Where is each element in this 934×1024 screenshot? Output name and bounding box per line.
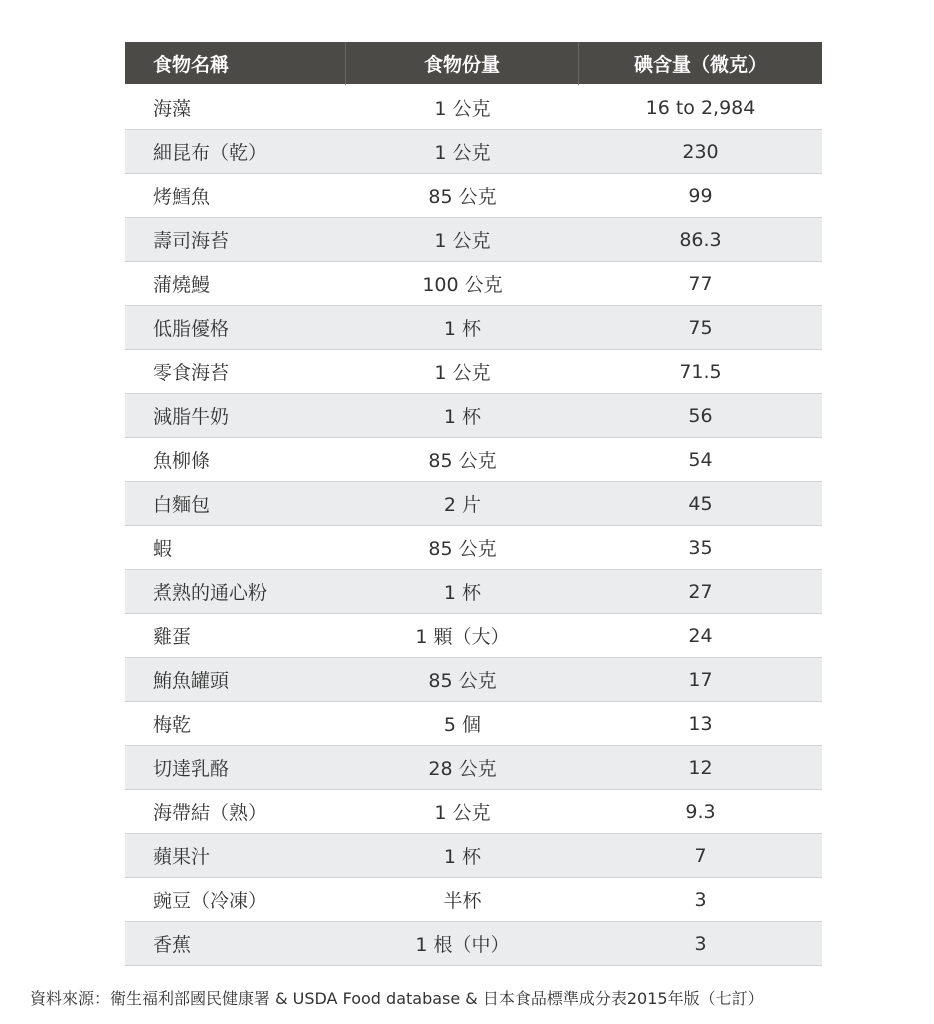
portion-cell: 1 顆（大）	[346, 614, 579, 658]
food-name-cell: 白麵包	[125, 482, 346, 526]
table-row	[125, 834, 822, 878]
food-name-cell: 豌豆（冷凍）	[125, 878, 346, 922]
portion-cell: 1 公克	[346, 130, 579, 174]
food-name-cell: 烤鱈魚	[125, 174, 346, 218]
table-row	[125, 306, 822, 350]
iodine-value-cell: 99	[579, 174, 822, 218]
table-row	[125, 86, 822, 130]
table-row	[125, 350, 822, 394]
table-row	[125, 218, 822, 262]
portion-cell: 5 個	[346, 702, 579, 746]
iodine-value-cell: 24	[579, 614, 822, 658]
iodine-value-cell: 12	[579, 746, 822, 790]
food-name-cell: 蘋果汁	[125, 834, 346, 878]
food-name-cell: 減脂牛奶	[125, 394, 346, 438]
table-row	[125, 438, 822, 482]
table-row	[125, 878, 822, 922]
portion-cell: 1 杯	[346, 306, 579, 350]
iodine-value-cell: 77	[579, 262, 822, 306]
iodine-value-cell: 86.3	[579, 218, 822, 262]
table-row	[125, 702, 822, 746]
table-row	[125, 130, 822, 174]
iodine-value-cell: 71.5	[579, 350, 822, 394]
portion-cell: 1 公克	[346, 218, 579, 262]
table-row	[125, 658, 822, 702]
food-name-cell: 蒲燒鰻	[125, 262, 346, 306]
iodine-value-cell: 13	[579, 702, 822, 746]
food-name-cell: 雞蛋	[125, 614, 346, 658]
portion-cell: 85 公克	[346, 438, 579, 482]
iodine-value-cell: 9.3	[579, 790, 822, 834]
portion-cell: 2 片	[346, 482, 579, 526]
portion-cell: 1 杯	[346, 834, 579, 878]
iodine-value-cell: 56	[579, 394, 822, 438]
iodine-value-cell: 17	[579, 658, 822, 702]
portion-cell: 85 公克	[346, 658, 579, 702]
portion-cell: 100 公克	[346, 262, 579, 306]
iodine-value-cell: 230	[579, 130, 822, 174]
table-row	[125, 174, 822, 218]
food-name-cell: 海藻	[125, 86, 346, 130]
iodine-value-cell: 27	[579, 570, 822, 614]
table-row	[125, 570, 822, 614]
table-body	[125, 86, 822, 966]
iodine-value-cell: 45	[579, 482, 822, 526]
portion-cell: 1 杯	[346, 394, 579, 438]
portion-cell: 1 公克	[346, 350, 579, 394]
food-name-cell: 鮪魚罐頭	[125, 658, 346, 702]
iodine-value-cell: 3	[579, 878, 822, 922]
food-name-cell: 壽司海苔	[125, 218, 346, 262]
portion-cell: 1 公克	[346, 790, 579, 834]
portion-cell: 1 公克	[346, 86, 579, 130]
food-name-cell: 梅乾	[125, 702, 346, 746]
portion-cell: 1 根（中）	[346, 922, 579, 966]
iodine-value-cell: 16 to 2,984	[579, 86, 822, 130]
table-row	[125, 790, 822, 834]
food-name-cell: 細昆布（乾）	[125, 130, 346, 174]
iodine-value-cell: 7	[579, 834, 822, 878]
portion-cell: 半杯	[346, 878, 579, 922]
food-name-cell: 海帶結（熟）	[125, 790, 346, 834]
table-row	[125, 262, 822, 306]
food-name-cell: 香蕉	[125, 922, 346, 966]
header-portion: 食物份量	[346, 42, 579, 86]
iodine-content-table	[125, 42, 822, 966]
portion-cell: 1 杯	[346, 570, 579, 614]
table-row	[125, 922, 822, 966]
food-name-cell: 蝦	[125, 526, 346, 570]
iodine-value-cell: 75	[579, 306, 822, 350]
portion-cell: 85 公克	[346, 526, 579, 570]
table-header	[125, 42, 822, 86]
table-row	[125, 526, 822, 570]
food-name-cell: 魚柳條	[125, 438, 346, 482]
portion-cell: 28 公克	[346, 746, 579, 790]
food-name-cell: 切達乳酪	[125, 746, 346, 790]
iodine-value-cell: 35	[579, 526, 822, 570]
portion-cell: 85 公克	[346, 174, 579, 218]
header-row	[125, 42, 822, 86]
table-row	[125, 614, 822, 658]
iodine-value-cell: 54	[579, 438, 822, 482]
table-row	[125, 394, 822, 438]
header-iodine-content: 碘含量（微克）	[579, 42, 822, 86]
food-name-cell: 煮熟的通心粉	[125, 570, 346, 614]
food-name-cell: 零食海苔	[125, 350, 346, 394]
source-note: 資料來源：衛生福利部國民健康署 & USDA Food database & 日本食品標準成分表2015年版（七訂）	[30, 989, 764, 1008]
iodine-value-cell: 3	[579, 922, 822, 966]
table-row	[125, 482, 822, 526]
header-food-name: 食物名稱	[125, 42, 346, 86]
food-name-cell: 低脂優格	[125, 306, 346, 350]
table-row	[125, 746, 822, 790]
